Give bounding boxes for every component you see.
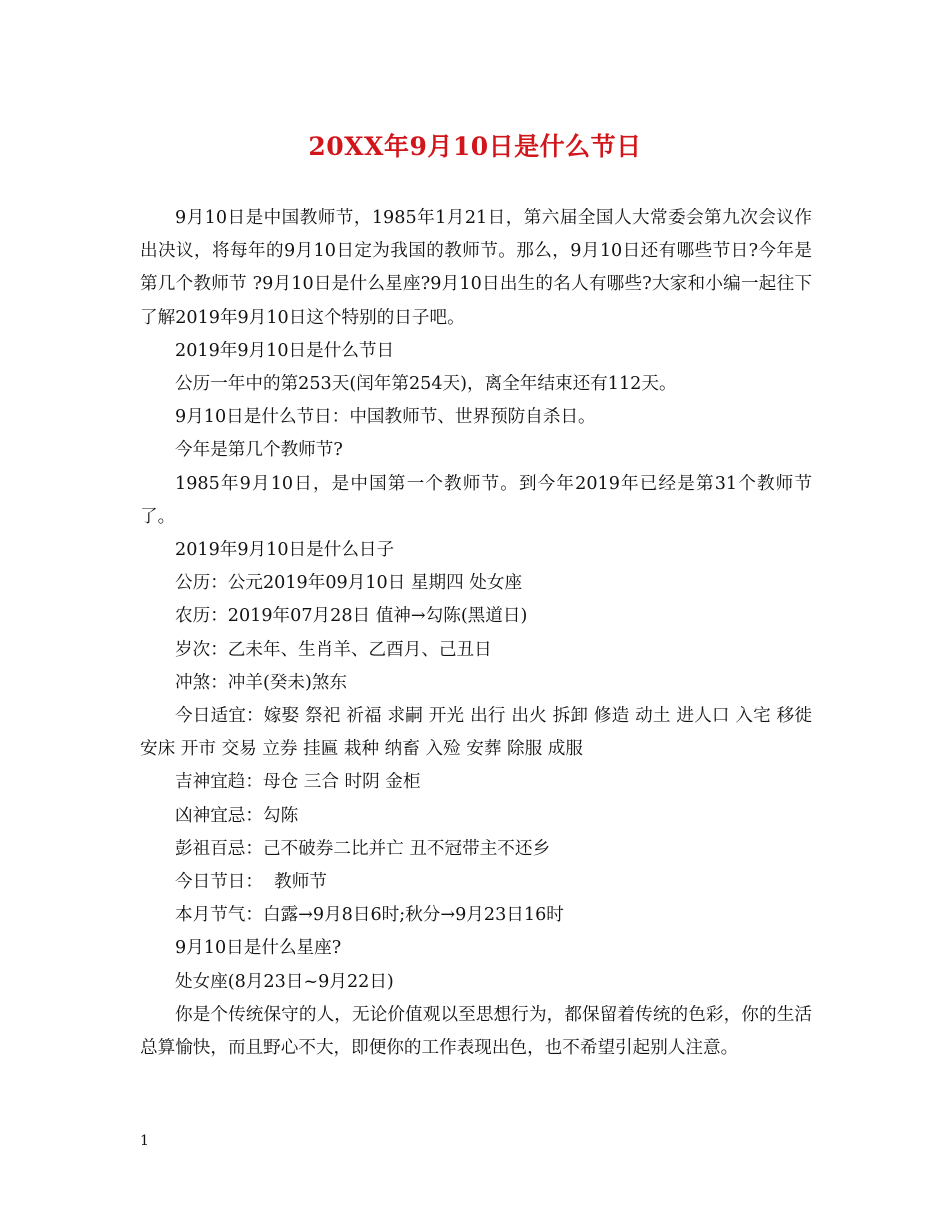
todays-festival-line: 今日节日： 教师节 (175, 872, 327, 893)
document-body (140, 202, 812, 1065)
lunar-date-line: 农历：2019年07月28日 值神→勾陈(黑道日) (175, 606, 528, 627)
intro-paragraph: 9月10日是中国教师节，1985年1月21日，第六届全国人大常委会第九次会议作出决议，将每年的9月10日定为我国的教师节。那么，9月10日还有哪些节日?今年是第几个教师节 ?9月10日是什么星座?9月10日出生的名人有哪些?大家和小编一起往下了解2019年9月10日这个特别的日子吧。 (140, 208, 812, 328)
teachers-day-history-paragraph: 1985年9月10日，是中国第一个教师节。到今年2019年已经是第31个教师节了。 (140, 473, 812, 527)
inauspicious-gods-line: 凶神宜忌：勾陈 (175, 805, 299, 826)
section-heading-date-details: 2019年9月10日是什么日子 (175, 540, 395, 561)
pengzu-taboos-line: 彭祖百忌：己不破券二比并亡 丑不冠带主不还乡 (175, 838, 551, 859)
gregorian-date-line: 公历：公元2019年09月10日 星期四 处女座 (175, 573, 523, 594)
section-heading-zodiac: 9月10日是什么星座? (175, 938, 342, 959)
ganzhi-line: 岁次：乙未年、生肖羊、乙酉月、己丑日 (175, 639, 492, 660)
zodiac-description-paragraph: 你是个传统保守的人，无论价值观以至思想行为，都保留着传统的色彩，你的生活总算愉快，而且野心不大，即便你的工作表现出色，也不希望引起别人注意。 (140, 1004, 812, 1059)
zodiac-range-line: 处女座(8月23日~9月22日) (175, 971, 394, 992)
section-heading-festival: 2019年9月10日是什么节日 (175, 340, 395, 361)
day-of-year-paragraph: 公历一年中的第253天(闰年第254天)，离全年结束还有112天。 (175, 374, 677, 395)
suitable-activities-line: 今日适宜：嫁娶 祭祀 祈福 求嗣 开光 出行 出火 拆卸 修造 动土 进人口 入宅 移徙 安床 开市 交易 立券 挂匾 栽种 纳畜 入殓 安葬 除服 成服 (140, 706, 812, 760)
auspicious-gods-line: 吉神宜趋：母仓 三合 时阴 金柜 (175, 772, 421, 793)
page-number: 1 (140, 1133, 149, 1149)
solar-terms-line: 本月节气：白露→9月8日6时;秋分→9月23日16时 (175, 905, 564, 926)
festival-list-paragraph: 9月10日是什么节日：中国教师节、世界预防自杀日。 (175, 407, 596, 428)
chong-sha-line: 冲煞：冲羊(癸未)煞东 (175, 672, 348, 693)
document-title: 20XX年9月10日是什么节日 (308, 132, 642, 161)
section-heading-teachers-day-count: 今年是第几个教师节? (175, 440, 343, 461)
